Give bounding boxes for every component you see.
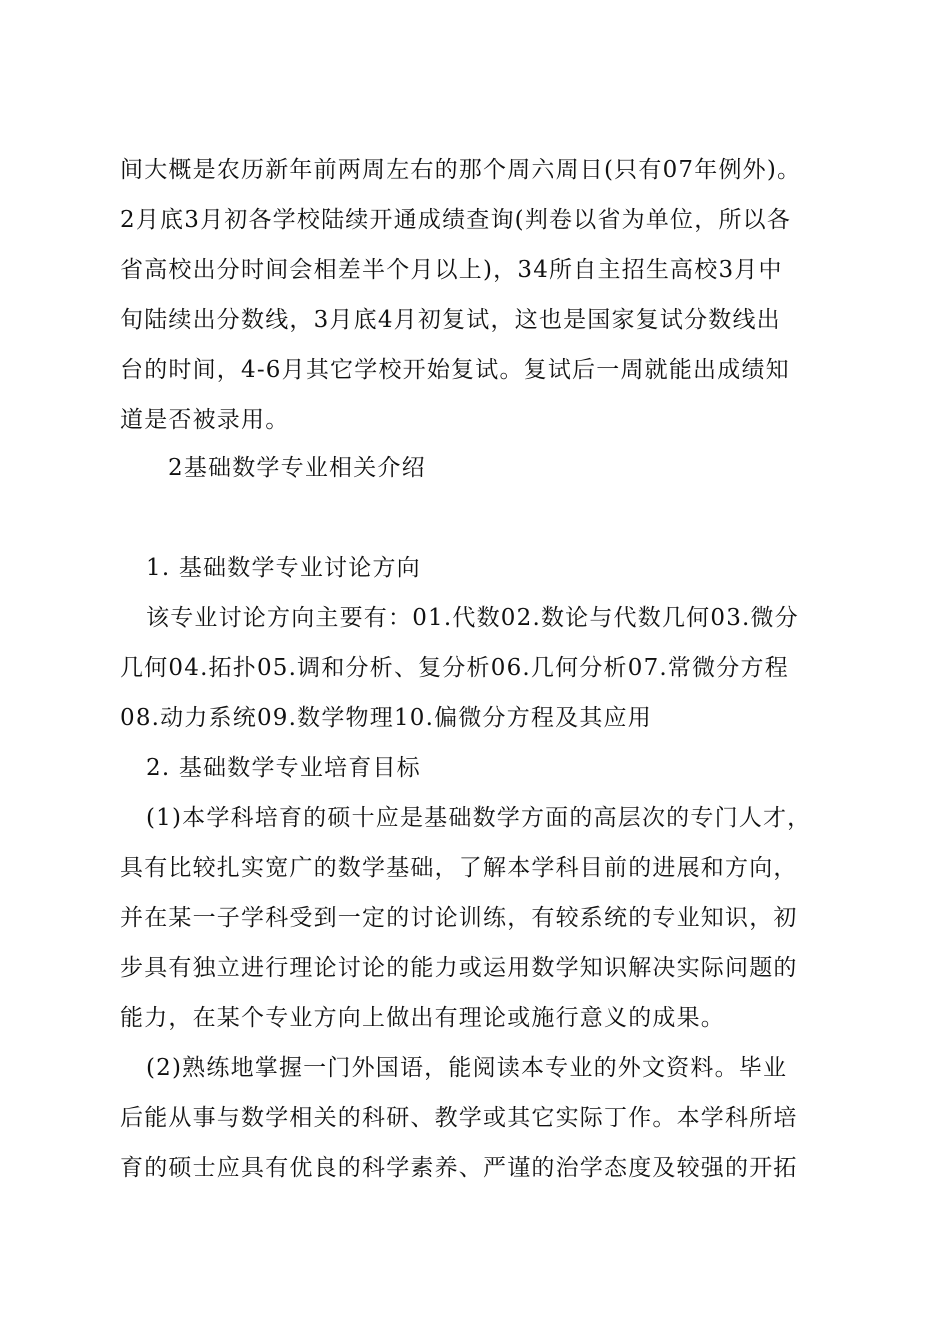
text-line: 几何04.拓扑05.调和分析、复分析06.几何分析07.常微分方程	[120, 655, 789, 681]
text-line: 并在某一子学科受到一定的讨论训练，有较系统的专业知识，初	[120, 905, 798, 931]
text-line: 台的时间，4-6月其它学校开始复试。复试后一周就能出成绩知	[120, 357, 790, 383]
text-line: (1)本学科培育的硕十应是基础数学方面的高层次的专门人才，	[146, 805, 812, 831]
text-line: 道是否被录用。	[120, 407, 290, 433]
text-line: 能力，在某个专业方向上做出有理论或施行意义的成果。	[120, 1005, 725, 1031]
text-line: 育的硕士应具有优良的科学素养、严谨的治学态度及较强的开拓	[120, 1155, 798, 1181]
text-line: 具有比较扎实宽广的数学基础，了解本学科目前的进展和方向，	[120, 855, 798, 881]
text-line: 该专业讨论方向主要有：01.代数02.数论与代数几何03.微分	[146, 605, 799, 631]
text-line: 08.动力系统09.数学物理10.偏微分方程及其应用	[120, 705, 652, 731]
subheading-training-goals: 2. 基础数学专业培育目标	[146, 755, 421, 781]
subheading-research-directions: 1. 基础数学专业讨论方向	[146, 555, 421, 581]
text-line: 后能从事与数学相关的科研、教学或其它实际丁作。本学科所培	[120, 1105, 798, 1131]
text-line: 2月底3月初各学校陆续开通成绩查询(判卷以省为单位，所以各	[120, 207, 792, 233]
section-heading: 2基础数学专业相关介绍	[168, 455, 426, 481]
text-line: 步具有独立进行理论讨论的能力或运用数学知识解决实际问题的	[120, 955, 798, 981]
text-line: 省高校出分时间会相差半个月以上)，34所自主招生高校3月中	[120, 257, 783, 283]
text-line: 间大概是农历新年前两周左右的那个周六周日(只有07年例外)。	[120, 157, 802, 183]
text-line: (2)熟练地掌握一门外国语，能阅读本专业的外文资料。毕业	[146, 1055, 788, 1081]
text-line: 旬陆续出分数线，3月底4月初复试，这也是国家复试分数线出	[120, 307, 781, 333]
